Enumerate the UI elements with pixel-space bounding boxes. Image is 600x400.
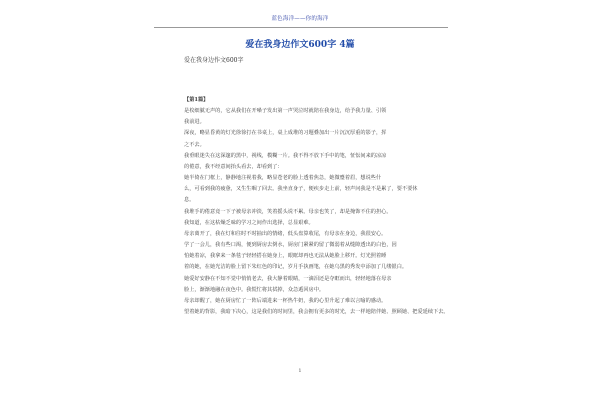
body-line: 么，可看到我的疲惫，又生生咽了回去。我坐直身子，便疾步走上前，轻声问我是不是累了，要不要休 (184, 186, 418, 193)
document-subtitle: 爱在我身边作文600字 (184, 57, 244, 64)
body-line: 的倦意，我不经意间抬头看去，却看到了： (184, 163, 283, 170)
section-label: 【第1篇】 (184, 97, 209, 103)
body-line: 母亲离开了，我在灯和往时不时抽出的情绪，低头盘算收尾，有母亲在身边，我很安心。 (184, 230, 387, 237)
header-site-link[interactable]: 蓝色海洋——你的海洋 (271, 16, 329, 22)
body-line: 我前进。 (184, 119, 205, 126)
document-title: 爱在我身边作文600字 4篇 (245, 40, 355, 50)
body-line: 母亲却醒了，她在厨房忙了一阵后端进来一杯热牛奶，我的心里升起了难以言喻的感动。 (184, 297, 387, 304)
body-line: 学了一会儿，我有些口渴，便到厨房去倒水，厨房门紧紧的留了微弱着从缝隙透出的白色，因 (184, 242, 397, 249)
body-line: 她爱好安静在不知不觉中悄悄老去，我大静着眼睛，一滴泪还是夺眶而出，轻轻地落在母亲 (184, 275, 392, 282)
body-line: 之不去。 (184, 141, 205, 148)
body-line: 深夜，略显昏黄的灯光徐徐打在书桌上，桌上成堆的习题叠加出一片沉沉厚重的影子，挥 (184, 130, 387, 137)
body-line: 着的她，在她光洁的脸上留下朱红色的印记，岁月手执画笔，在她乌黑的秀发中添加了几缕银白。 (184, 264, 408, 271)
body-line: 她半倚在门框上，静静地注视着我，略显苍老的脸上透着焦急，她微蹙着眉，想说些什 (184, 175, 382, 182)
body-line: 望着她的背影，我暗下决心，这是我们的时间里，我会拥有更多的时光，去一样地陪伴她、照顾她、把爱延续下去。 (184, 308, 449, 315)
body-line: 息。 (184, 197, 195, 204)
body-line: 我知道，在这枯燥乏味的学习之间作出选择，总显艰难。 (184, 219, 314, 226)
body-line: 我垂眼迷失在这深邃的黑中，视线，模糊一片。我不得不放下手中的笔，怔忪间来的凉凉 (184, 152, 387, 159)
body-line: 怕她着凉，我拿来一条毯子轻轻搭在她身上，眼眶却再也无法从她脸上移开。灯光照着睡 (184, 253, 387, 260)
header-divider (154, 27, 448, 28)
body-line: 是枚细腻无声的，它从我们在开嗓子发出第一声哭泣时就陪在我身边，给予我力量、引领 (184, 108, 387, 115)
body-line: 脸上，渐渐地融在夜色中。我慌忙将其拭掉，众急遁回房中。 (184, 286, 325, 293)
page-number: 1 (298, 368, 302, 374)
body-line: 我堆手的倦意竟一下子被母亲冲淡，笑着摇头说不累。母亲也笑了，却是掩饰不住的担心。 (184, 208, 392, 215)
essay-body (184, 95, 449, 318)
